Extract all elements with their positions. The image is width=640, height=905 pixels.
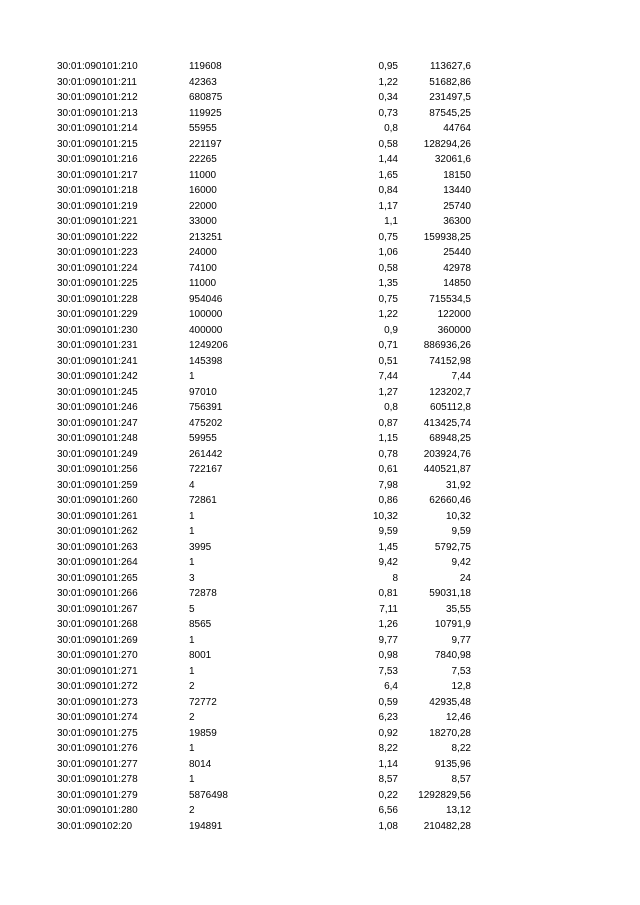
table-row	[0, 400, 640, 416]
rate-cell: 0,34	[378, 92, 398, 103]
rate-cell: 0,9	[384, 324, 398, 336]
cadastral-number-cell: 30:01:090101:225	[57, 278, 138, 289]
total-cell: 360000	[437, 324, 471, 336]
table-row	[0, 509, 640, 525]
table-row	[0, 633, 640, 649]
table-row	[0, 695, 640, 711]
quantity-cell: 5	[189, 603, 195, 615]
total-cell: 1292829,56	[418, 789, 471, 801]
table-row	[0, 478, 640, 494]
total-cell: 51682,86	[429, 76, 471, 88]
cadastral-number-cell: 30:01:090101:229	[57, 309, 138, 320]
cadastral-number-cell: 30:01:090101:273	[57, 696, 138, 708]
quantity-cell: 1249206	[189, 340, 228, 351]
quantity-cell: 72878	[189, 588, 217, 599]
total-cell: 12,8	[451, 681, 471, 692]
rate-cell: 0,22	[378, 789, 398, 801]
quantity-cell: 475202	[189, 417, 223, 429]
table-row	[0, 106, 640, 122]
quantity-cell: 400000	[189, 324, 223, 336]
table-row	[0, 369, 640, 385]
quantity-cell: 24000	[189, 247, 217, 258]
cadastral-number-cell: 30:01:090101:275	[57, 727, 138, 739]
rate-cell: 1,22	[378, 309, 398, 320]
quantity-cell: 33000	[189, 216, 217, 227]
table-row	[0, 726, 640, 742]
rate-cell: 1,08	[378, 820, 398, 832]
table-row	[0, 571, 640, 587]
quantity-cell: 2	[189, 712, 195, 723]
rate-cell: 6,56	[378, 805, 398, 816]
quantity-cell: 1	[189, 634, 195, 646]
total-cell: 59031,18	[429, 588, 471, 599]
total-cell: 9135,96	[434, 758, 471, 770]
table-row	[0, 540, 640, 556]
rate-cell: 7,53	[378, 665, 398, 677]
rate-cell: 1,44	[378, 154, 398, 165]
cadastral-number-cell: 30:01:090101:267	[57, 603, 138, 615]
table-row	[0, 741, 640, 757]
quantity-cell: 1	[189, 557, 195, 568]
rate-cell: 0,81	[378, 588, 398, 599]
cadastral-number-cell: 30:01:090101:212	[57, 92, 138, 103]
total-cell: 8,22	[451, 743, 471, 754]
quantity-cell: 3	[189, 572, 195, 584]
quantity-cell: 261442	[189, 448, 223, 460]
quantity-cell: 1	[189, 743, 195, 754]
cadastral-number-cell: 30:01:090101:221	[57, 216, 138, 227]
cadastral-number-cell: 30:01:090101:231	[57, 340, 138, 351]
cadastral-number-cell: 30:01:090101:223	[57, 247, 138, 258]
quantity-cell: 1	[189, 371, 195, 382]
total-cell: 25740	[443, 200, 471, 212]
total-cell: 8,57	[451, 774, 471, 785]
rate-cell: 0,95	[378, 61, 398, 72]
table-row	[0, 385, 640, 401]
total-cell: 413425,74	[423, 417, 471, 429]
data-table	[0, 59, 640, 834]
cadastral-number-cell: 30:01:090101:276	[57, 743, 138, 754]
table-row	[0, 59, 640, 75]
rate-cell: 9,59	[378, 526, 398, 537]
rate-cell: 0,58	[378, 262, 398, 274]
total-cell: 7,53	[451, 665, 471, 677]
total-cell: 10791,9	[434, 619, 471, 630]
cadastral-number-cell: 30:01:090101:270	[57, 650, 138, 661]
quantity-cell: 100000	[189, 309, 223, 320]
quantity-cell: 22000	[189, 200, 217, 212]
quantity-cell: 194891	[189, 820, 223, 832]
table-row	[0, 788, 640, 804]
total-cell: 42935,48	[429, 696, 471, 708]
rate-cell: 0,8	[384, 123, 398, 134]
table-row	[0, 168, 640, 184]
table-row	[0, 214, 640, 230]
cadastral-number-cell: 30:01:090101:269	[57, 634, 138, 646]
cadastral-number-cell: 30:01:090101:245	[57, 386, 138, 398]
quantity-cell: 8014	[189, 758, 212, 770]
quantity-cell: 2	[189, 805, 195, 816]
cadastral-number-cell: 30:01:090101:271	[57, 665, 138, 677]
total-cell: 7,44	[451, 371, 471, 382]
total-cell: 87545,25	[429, 107, 471, 119]
quantity-cell: 11000	[189, 169, 217, 181]
quantity-cell: 72772	[189, 696, 217, 708]
rate-cell: 0,78	[378, 448, 398, 460]
total-cell: 886936,26	[423, 340, 471, 351]
quantity-cell: 42363	[189, 76, 217, 88]
total-cell: 32061,6	[434, 154, 471, 165]
total-cell: 10,32	[445, 510, 471, 522]
total-cell: 13,12	[445, 805, 471, 816]
total-cell: 159938,25	[423, 231, 471, 243]
cadastral-number-cell: 30:01:090101:259	[57, 479, 138, 491]
table-row	[0, 183, 640, 199]
total-cell: 74152,98	[429, 355, 471, 367]
total-cell: 122000	[437, 309, 471, 320]
total-cell: 5792,75	[434, 541, 471, 553]
table-row	[0, 152, 640, 168]
table-row	[0, 416, 640, 432]
rate-cell: 6,4	[384, 681, 398, 692]
cadastral-number-cell: 30:01:090101:268	[57, 619, 138, 630]
rate-cell: 1,22	[378, 76, 398, 88]
cadastral-number-cell: 30:01:090101:213	[57, 107, 138, 119]
cadastral-number-cell: 30:01:090101:211	[57, 76, 137, 88]
cadastral-number-cell: 30:01:090101:274	[57, 712, 138, 723]
rate-cell: 7,11	[379, 603, 398, 615]
quantity-cell: 8001	[189, 650, 212, 661]
table-row	[0, 121, 640, 137]
cadastral-number-cell: 30:01:090101:248	[57, 433, 138, 444]
quantity-cell: 1	[189, 526, 195, 537]
table-row	[0, 323, 640, 339]
rate-cell: 1,26	[378, 619, 398, 630]
cadastral-number-cell: 30:01:090101:265	[57, 572, 138, 584]
table-row	[0, 307, 640, 323]
total-cell: 44764	[443, 123, 471, 134]
cadastral-number-cell: 30:01:090101:242	[57, 371, 138, 382]
rate-cell: 7,98	[378, 479, 398, 491]
table-row	[0, 75, 640, 91]
cadastral-number-cell: 30:01:090101:266	[57, 588, 138, 599]
table-row	[0, 90, 640, 106]
total-cell: 231497,5	[429, 92, 471, 103]
rate-cell: 9,42	[378, 557, 398, 568]
table-row	[0, 524, 640, 540]
quantity-cell: 22265	[189, 154, 217, 165]
rate-cell: 1,06	[378, 247, 398, 258]
quantity-cell: 2	[189, 681, 195, 692]
total-cell: 9,77	[451, 634, 471, 646]
total-cell: 25440	[443, 247, 471, 258]
cadastral-number-cell: 30:01:090101:261	[57, 510, 138, 522]
rate-cell: 0,71	[378, 340, 398, 351]
rate-cell: 0,73	[378, 107, 398, 119]
total-cell: 440521,87	[423, 464, 471, 475]
cadastral-number-cell: 30:01:090101:246	[57, 402, 138, 413]
rate-cell: 0,51	[378, 355, 398, 367]
table-row	[0, 292, 640, 308]
table-row	[0, 493, 640, 509]
rate-cell: 1,45	[378, 541, 398, 553]
total-cell: 24	[459, 572, 471, 584]
table-row	[0, 276, 640, 292]
quantity-cell: 4	[189, 479, 195, 491]
rate-cell: 0,75	[378, 231, 398, 243]
quantity-cell: 1	[189, 510, 195, 522]
cadastral-number-cell: 30:01:090101:260	[57, 495, 138, 506]
total-cell: 12,46	[445, 712, 471, 723]
quantity-cell: 680875	[189, 92, 223, 103]
quantity-cell: 11000	[189, 278, 217, 289]
total-cell: 7840,98	[434, 650, 471, 661]
rate-cell: 8,57	[378, 774, 398, 785]
total-cell: 128294,26	[423, 138, 471, 150]
total-cell: 42978	[443, 262, 471, 274]
cadastral-number-cell: 30:01:090101:214	[57, 123, 138, 134]
quantity-cell: 145398	[189, 355, 223, 367]
rate-cell: 8	[392, 572, 398, 584]
rate-cell: 0,84	[378, 185, 398, 196]
quantity-cell: 1	[189, 774, 195, 785]
cadastral-number-cell: 30:01:090101:219	[57, 200, 138, 212]
rate-cell: 0,61	[378, 464, 398, 475]
total-cell: 13440	[443, 185, 471, 196]
rate-cell: 0,8	[384, 402, 398, 413]
table-row	[0, 664, 640, 680]
table-row	[0, 679, 640, 695]
table-row	[0, 431, 640, 447]
rate-cell: 1,27	[378, 386, 398, 398]
cadastral-number-cell: 30:01:090101:247	[57, 417, 138, 429]
cadastral-number-cell: 30:01:090101:262	[57, 526, 138, 537]
rate-cell: 7,44	[378, 371, 398, 382]
rate-cell: 6,23	[378, 712, 398, 723]
table-row	[0, 447, 640, 463]
cadastral-number-cell: 30:01:090101:280	[57, 805, 138, 816]
table-row	[0, 261, 640, 277]
table-row	[0, 230, 640, 246]
quantity-cell: 74100	[189, 262, 217, 274]
table-row	[0, 354, 640, 370]
quantity-cell: 221197	[189, 138, 222, 150]
total-cell: 9,42	[451, 557, 471, 568]
quantity-cell: 722167	[189, 464, 223, 475]
cadastral-number-cell: 30:01:090101:217	[57, 169, 138, 181]
table-row	[0, 803, 640, 819]
rate-cell: 1,17	[378, 200, 398, 212]
cadastral-number-cell: 30:01:090101:279	[57, 789, 138, 801]
quantity-cell: 5876498	[189, 789, 228, 801]
total-cell: 210482,28	[423, 820, 471, 832]
rate-cell: 1,14	[378, 758, 398, 770]
total-cell: 605112,8	[430, 402, 471, 413]
quantity-cell: 55955	[189, 123, 217, 134]
table-row	[0, 199, 640, 215]
quantity-cell: 1	[189, 665, 195, 677]
total-cell: 14850	[443, 278, 471, 289]
rate-cell: 1,15	[378, 433, 398, 444]
table-row	[0, 710, 640, 726]
quantity-cell: 59955	[189, 433, 217, 444]
rate-cell: 1,65	[378, 169, 398, 181]
quantity-cell: 3995	[189, 541, 212, 553]
table-row	[0, 648, 640, 664]
cadastral-number-cell: 30:01:090102:20	[57, 820, 133, 832]
total-cell: 31,92	[445, 479, 471, 491]
rate-cell: 10,32	[372, 510, 398, 522]
quantity-cell: 8565	[189, 619, 212, 630]
rate-cell: 1,1	[384, 216, 398, 227]
quantity-cell: 97010	[189, 386, 217, 398]
table-row	[0, 617, 640, 633]
table-row	[0, 586, 640, 602]
rate-cell: 0,58	[378, 138, 398, 150]
cadastral-number-cell: 30:01:090101:241	[57, 355, 138, 367]
rate-cell: 0,87	[378, 417, 398, 429]
quantity-cell: 19859	[189, 727, 217, 739]
cadastral-number-cell: 30:01:090101:210	[57, 61, 138, 72]
table-row	[0, 245, 640, 261]
quantity-cell: 16000	[189, 185, 217, 196]
table-row	[0, 338, 640, 354]
cadastral-number-cell: 30:01:090101:215	[57, 138, 138, 150]
cadastral-number-cell: 30:01:090101:264	[57, 557, 138, 568]
table-row	[0, 772, 640, 788]
table-row	[0, 819, 640, 835]
cadastral-number-cell: 30:01:090101:216	[57, 154, 138, 165]
rate-cell: 0,59	[378, 696, 398, 708]
total-cell: 68948,25	[429, 433, 471, 444]
cadastral-number-cell: 30:01:090101:218	[57, 185, 138, 196]
total-cell: 203924,76	[423, 448, 471, 460]
table-row	[0, 137, 640, 153]
rate-cell: 0,75	[378, 293, 398, 305]
table-row	[0, 555, 640, 571]
total-cell: 9,59	[451, 526, 471, 537]
cadastral-number-cell: 30:01:090101:278	[57, 774, 138, 785]
cadastral-number-cell: 30:01:090101:249	[57, 448, 138, 460]
cadastral-number-cell: 30:01:090101:272	[57, 681, 138, 692]
cadastral-number-cell: 30:01:090101:230	[57, 324, 138, 336]
total-cell: 113627,6	[430, 61, 471, 72]
quantity-cell: 119608	[189, 61, 222, 72]
rate-cell: 1,35	[378, 278, 398, 289]
total-cell: 715534,5	[429, 293, 471, 305]
table-row	[0, 462, 640, 478]
quantity-cell: 756391	[189, 402, 223, 413]
table-row	[0, 602, 640, 618]
table-row	[0, 757, 640, 773]
total-cell: 18150	[443, 169, 471, 181]
rate-cell: 8,22	[378, 743, 398, 754]
total-cell: 35,55	[445, 603, 471, 615]
rate-cell: 0,86	[378, 495, 398, 506]
cadastral-number-cell: 30:01:090101:277	[57, 758, 138, 770]
cadastral-number-cell: 30:01:090101:222	[57, 231, 138, 243]
cadastral-number-cell: 30:01:090101:228	[57, 293, 138, 305]
quantity-cell: 954046	[189, 293, 223, 305]
total-cell: 36300	[443, 216, 471, 227]
rate-cell: 9,77	[378, 634, 398, 646]
rate-cell: 0,92	[378, 727, 398, 739]
cadastral-number-cell: 30:01:090101:263	[57, 541, 138, 553]
cadastral-number-cell: 30:01:090101:256	[57, 464, 138, 475]
quantity-cell: 119925	[189, 107, 222, 119]
total-cell: 123202,7	[429, 386, 471, 398]
quantity-cell: 72861	[189, 495, 217, 506]
rate-cell: 0,98	[378, 650, 398, 661]
total-cell: 62660,46	[429, 495, 471, 506]
total-cell: 18270,28	[429, 727, 471, 739]
quantity-cell: 213251	[189, 231, 223, 243]
cadastral-number-cell: 30:01:090101:224	[57, 262, 138, 274]
